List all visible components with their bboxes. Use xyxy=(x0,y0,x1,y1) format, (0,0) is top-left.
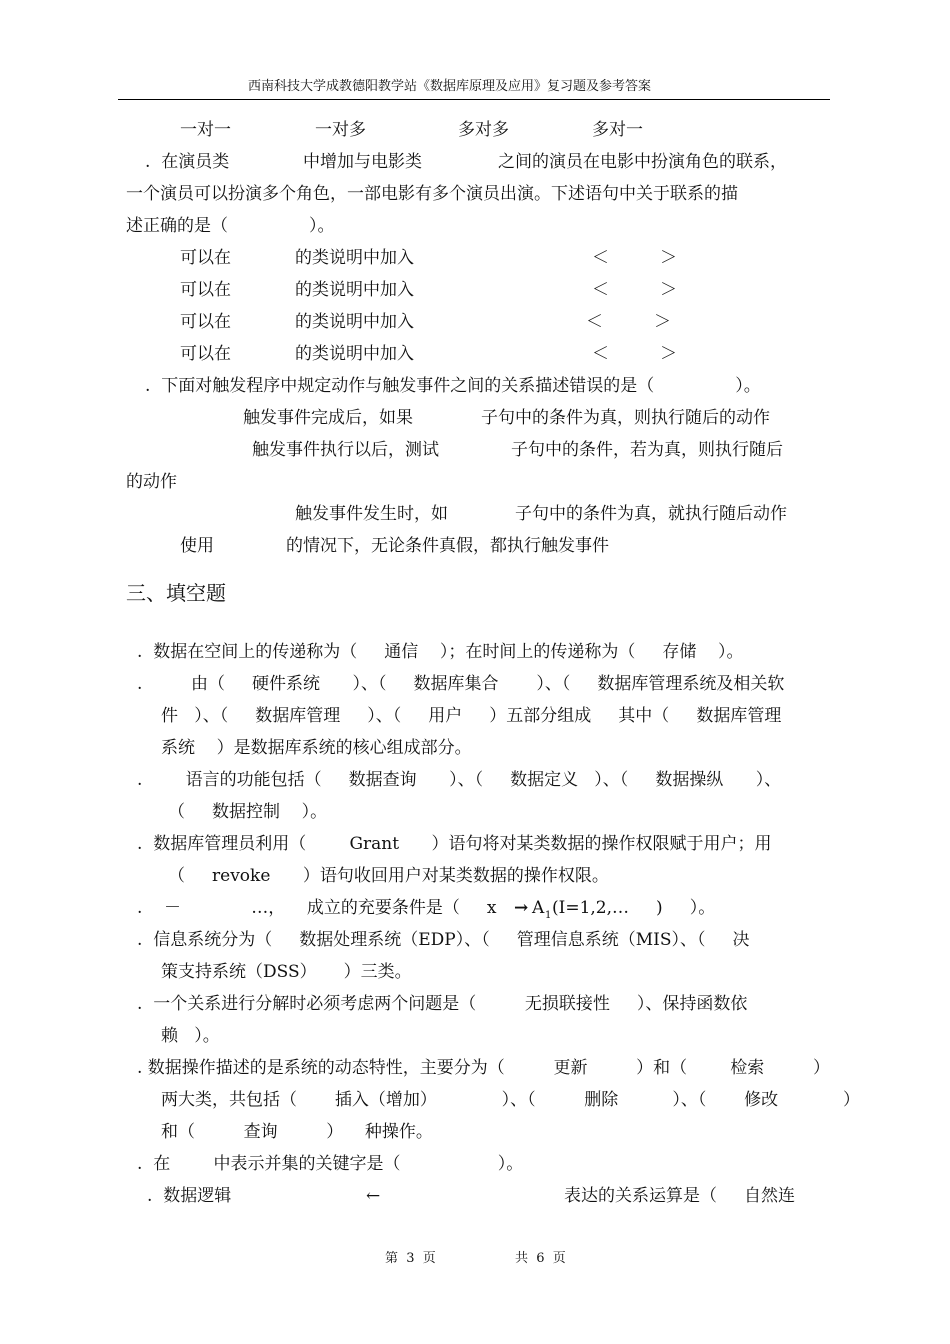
question-actor-line1c: 之间的演员在电影中扮演角色的联系， xyxy=(498,152,787,172)
fill-q6-line1: . 信息系统分为（ 数据处理系统（EDP）、（ 管理信息系统（MIS）、（ 决 xyxy=(137,930,750,950)
fill-q1: . 数据在空间上的传递称为（ 通信 ）；在时间上的传递称为（ 存储 ）。 xyxy=(137,642,744,662)
trigger-option-b-text1: 触发事件执行以后，测试 xyxy=(252,440,439,460)
fill-q4-line1: . 数据库管理员利用（ Grant ）语句将对某类数据的操作权限赋于用户；用 xyxy=(137,834,772,854)
section-heading-fill-in: 三、填空题 xyxy=(126,581,226,605)
actor-option-c-gt: ＞ xyxy=(654,312,671,332)
footer-page-number: 第 3 页 xyxy=(385,1251,436,1266)
fill-q8-line1: . 数据操作描述的是系统的动态特性，主要分为（ 更新 ）和（ 检索 ） xyxy=(137,1058,830,1078)
trigger-option-a-text2: 子句中的条件为真，则执行随后的动作 xyxy=(481,408,770,428)
fill-q10-text2: 表达的关系运算是（ 自然连 xyxy=(564,1186,796,1206)
actor-option-d-label: 可以在 xyxy=(180,344,231,364)
fill-q5-subscript: 1 xyxy=(545,910,552,921)
fill-q9: . 在 中表示并集的关键字是（ ）。 xyxy=(137,1154,524,1174)
trigger-option-d-text2: 的情况下，无论条件真假，都执行触发事件 xyxy=(286,536,609,556)
question-actor-line1a: . 在演员类 xyxy=(145,152,230,172)
question-actor-line3: 述正确的是（ ）。 xyxy=(126,216,335,236)
actor-option-b-gt: ＞ xyxy=(660,280,677,300)
fill-q8-line3: 和（ 查询 ） 种操作。 xyxy=(161,1122,433,1142)
option-many-to-one: 多对一 xyxy=(592,120,643,140)
trigger-option-c-text2: 子句中的条件为真，就执行随后动作 xyxy=(515,504,787,524)
fill-q3-line1: . 语言的功能包括（ 数据查询 ）、（ 数据定义 ）、（ 数据操纵 ）、 xyxy=(137,770,782,790)
fill-q2-line3: 系统 ）是数据库系统的核心组成部分。 xyxy=(161,738,472,758)
actor-option-a-gt: ＞ xyxy=(660,248,677,268)
trigger-option-c-text1: 触发事件发生时，如 xyxy=(295,504,448,524)
actor-option-a-lt: ＜ xyxy=(592,248,609,268)
fill-q5-attr: A xyxy=(532,898,545,918)
trigger-option-b-text3: 的动作 xyxy=(126,472,177,492)
header-rule xyxy=(118,99,830,100)
actor-option-d-text: 的类说明中加入 xyxy=(295,344,414,364)
fill-q7-line2: 赖 ）。 xyxy=(161,1026,220,1046)
fill-q7-line1: . 一个关系进行分解时必须考虑两个问题是（ 无损联接性 ）、保持函数依 xyxy=(137,994,748,1014)
option-one-to-many: 一对多 xyxy=(315,120,366,140)
fill-q6-line2: 策支持系统（DSS） ）三类。 xyxy=(161,962,412,982)
question-trigger-stem: . 下面对触发程序中规定动作与触发事件之间的关系描述错误的是（ ）。 xyxy=(145,376,761,396)
actor-option-a-label: 可以在 xyxy=(180,248,231,268)
actor-option-b-lt: ＜ xyxy=(592,280,609,300)
trigger-option-d-text1: 使用 xyxy=(180,536,214,556)
question-actor-line2: 一个演员可以扮演多个角色，一部电影有多个演员出演。下述语句中关于联系的描 xyxy=(126,184,738,204)
fill-q5-text: . － …， 成立的充要条件是（ x xyxy=(137,898,497,918)
trigger-option-a-text1: 触发事件完成后，如果 xyxy=(243,408,413,428)
actor-option-a-text: 的类说明中加入 xyxy=(295,248,414,268)
actor-option-c-label: 可以在 xyxy=(180,312,231,332)
actor-option-d-gt: ＞ xyxy=(660,344,677,364)
fill-q2-line2: 件 ）、（ 数据库管理 ）、（ 用户 ）五部分组成 其中（ 数据库管理 xyxy=(161,706,782,726)
option-one-to-one: 一对一 xyxy=(180,120,231,140)
actor-option-d-lt: ＜ xyxy=(592,344,609,364)
fill-q3-line2: （ 数据控制 ）。 xyxy=(168,802,328,822)
question-actor-line1b: 中增加与电影类 xyxy=(303,152,422,172)
actor-option-b-text: 的类说明中加入 xyxy=(295,280,414,300)
fill-q2-line1: . 由（ 硬件系统 ）、（ 数据库集合 ）、（ 数据库管理系统及相关软 xyxy=(137,674,785,694)
actor-option-b-label: 可以在 xyxy=(180,280,231,300)
fill-q5-tail: (I=1,2,… ) ）。 xyxy=(552,898,716,918)
actor-option-c-lt: ＜ xyxy=(586,312,603,332)
fill-q10-text1: . 数据逻辑 xyxy=(147,1186,232,1206)
option-many-to-many: 多对多 xyxy=(458,120,509,140)
fill-q8-line2: 两大类，共包括（ 插入（增加） ）、（ 删除 ）、（ 修改 ） xyxy=(161,1090,861,1110)
fill-q10-arrow: ← xyxy=(366,1186,381,1206)
footer-total-pages: 共 6 页 xyxy=(515,1251,566,1266)
trigger-option-b-text2: 子句中的条件，若为真，则执行随后 xyxy=(511,440,783,460)
fill-q5-arrow: → xyxy=(514,898,529,918)
fill-q4-line2: （ revoke ）语句收回用户对某类数据的操作权限。 xyxy=(168,866,609,886)
page-header-title: 西南科技大学成教德阳教学站《数据库原理及应用》复习题及参考答案 xyxy=(248,79,652,94)
actor-option-c-text: 的类说明中加入 xyxy=(295,312,414,332)
